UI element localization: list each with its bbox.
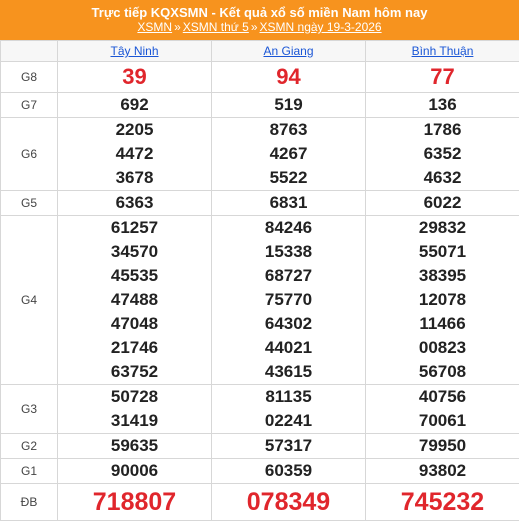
prize-number: 38395: [418, 266, 467, 285]
breadcrumb: [0, 20, 519, 35]
prize-row: [1, 484, 519, 521]
prize-cell: [58, 484, 212, 521]
breadcrumb-xsmn-date-link[interactable]: XSMN ngày 19-3-2026: [259, 20, 382, 34]
prize-number: 47048: [110, 314, 159, 333]
prize-label: G6: [1, 118, 58, 191]
prize-number: 6352: [423, 144, 462, 163]
prize-cell: [58, 118, 212, 191]
prize-label: ĐB: [1, 484, 58, 521]
prize-cell: [366, 216, 519, 385]
prize-cell: [58, 459, 212, 484]
prize-number: 63752: [110, 362, 159, 381]
prize-row: [1, 118, 519, 191]
prize-row: [1, 93, 519, 118]
prize-number: 47488: [110, 290, 159, 309]
prize-cell: [212, 216, 366, 385]
prize-cell: [212, 62, 366, 93]
prize-cell: [58, 216, 212, 385]
prize-cell: [212, 385, 366, 434]
prize-number: 136: [428, 95, 457, 114]
prize-number: 94: [276, 64, 301, 89]
prize-number: 4267: [269, 144, 308, 163]
prize-row: [1, 62, 519, 93]
prize-number: 12078: [418, 290, 467, 309]
prize-number: 4632: [423, 168, 462, 187]
prize-row: [1, 216, 519, 385]
prize-cell: [212, 434, 366, 459]
prize-cell: [212, 118, 366, 191]
prize-number: 15338: [264, 242, 313, 261]
results-table: [0, 40, 519, 521]
prize-number: 84246: [264, 218, 313, 237]
prize-cell: [366, 191, 519, 216]
prize-cell: [366, 459, 519, 484]
prize-number: 44021: [264, 338, 313, 357]
prize-number: 6363: [115, 193, 154, 212]
prize-number: 64302: [264, 314, 313, 333]
prize-number: 77: [430, 64, 455, 89]
breadcrumb-xsmn-thu5-link[interactable]: XSMN thứ 5: [182, 20, 249, 34]
prize-cell: [212, 459, 366, 484]
prize-number: 745232: [400, 488, 485, 516]
prize-number: 59635: [110, 436, 159, 455]
prize-number: 70061: [418, 411, 467, 430]
prize-label: G4: [1, 216, 58, 385]
prize-number: 79950: [418, 436, 467, 455]
prize-cell: [212, 93, 366, 118]
prize-column-header: [1, 41, 58, 62]
prize-number: 02241: [264, 411, 313, 430]
prize-number: 1786: [423, 120, 462, 139]
prize-number: 4472: [115, 144, 154, 163]
prize-cell: [366, 118, 519, 191]
prize-label: G2: [1, 434, 58, 459]
prize-row: [1, 434, 519, 459]
breadcrumb-separator: »: [174, 20, 181, 34]
prize-number: 11466: [419, 314, 466, 333]
prize-number: 60359: [264, 461, 313, 480]
prize-cell: [212, 191, 366, 216]
prize-cell: [366, 484, 519, 521]
prize-label: G1: [1, 459, 58, 484]
prize-label: G8: [1, 62, 58, 93]
prize-number: 57317: [264, 436, 313, 455]
prize-number: 2205: [115, 120, 154, 139]
prize-number: 5522: [269, 168, 308, 187]
province-header-row: [1, 41, 519, 62]
province-header: [58, 41, 212, 62]
province-link[interactable]: Bình Thuận: [411, 44, 474, 58]
province-header: [366, 41, 519, 62]
results-header: [0, 0, 519, 40]
prize-number: 519: [274, 95, 303, 114]
prize-number: 50728: [110, 387, 159, 406]
prize-number: 34570: [110, 242, 159, 261]
prize-cell: [58, 385, 212, 434]
prize-number: 718807: [92, 488, 177, 516]
prize-number: 56708: [418, 362, 467, 381]
prize-cell: [58, 434, 212, 459]
prize-cell: [212, 484, 366, 521]
prize-number: 6831: [269, 193, 308, 212]
prize-row: [1, 385, 519, 434]
prize-number: 81135: [265, 387, 312, 406]
prize-number: 90006: [110, 461, 159, 480]
prize-number: 40756: [418, 387, 467, 406]
prize-number: 31419: [110, 411, 159, 430]
prize-number: 39: [122, 64, 147, 89]
prize-number: 21746: [110, 338, 159, 357]
breadcrumb-xsmn-link[interactable]: XSMN: [137, 20, 173, 34]
prize-number: 692: [120, 95, 149, 114]
prize-cell: [366, 93, 519, 118]
prize-label: G3: [1, 385, 58, 434]
prize-row: [1, 191, 519, 216]
prize-number: 75770: [264, 290, 313, 309]
prize-number: 55071: [418, 242, 467, 261]
prize-number: 6022: [423, 193, 462, 212]
prize-number: 078349: [246, 488, 331, 516]
prize-cell: [366, 434, 519, 459]
prize-label: G7: [1, 93, 58, 118]
prize-cell: [366, 385, 519, 434]
prize-cell: [366, 62, 519, 93]
prize-number: 45535: [110, 266, 159, 285]
prize-rows: [1, 62, 519, 521]
prize-number: 3678: [115, 168, 154, 187]
prize-cell: [58, 62, 212, 93]
province-header: [212, 41, 366, 62]
prize-row: [1, 459, 519, 484]
prize-number: 43615: [264, 362, 313, 381]
prize-cell: [58, 93, 212, 118]
province-link[interactable]: Tây Ninh: [110, 44, 159, 58]
breadcrumb-separator: »: [250, 20, 258, 34]
prize-number: 68727: [264, 266, 313, 285]
province-link[interactable]: An Giang: [263, 44, 314, 58]
page-title: Trực tiếp KQXSMN - Kết quả xổ số miền Nam hôm nay: [91, 5, 428, 20]
prize-number: 61257: [110, 218, 159, 237]
prize-number: 00823: [418, 338, 467, 357]
prize-number: 93802: [418, 461, 467, 480]
prize-number: 8763: [269, 120, 308, 139]
prize-cell: [58, 191, 212, 216]
prize-label: G5: [1, 191, 58, 216]
prize-number: 29832: [418, 218, 467, 237]
